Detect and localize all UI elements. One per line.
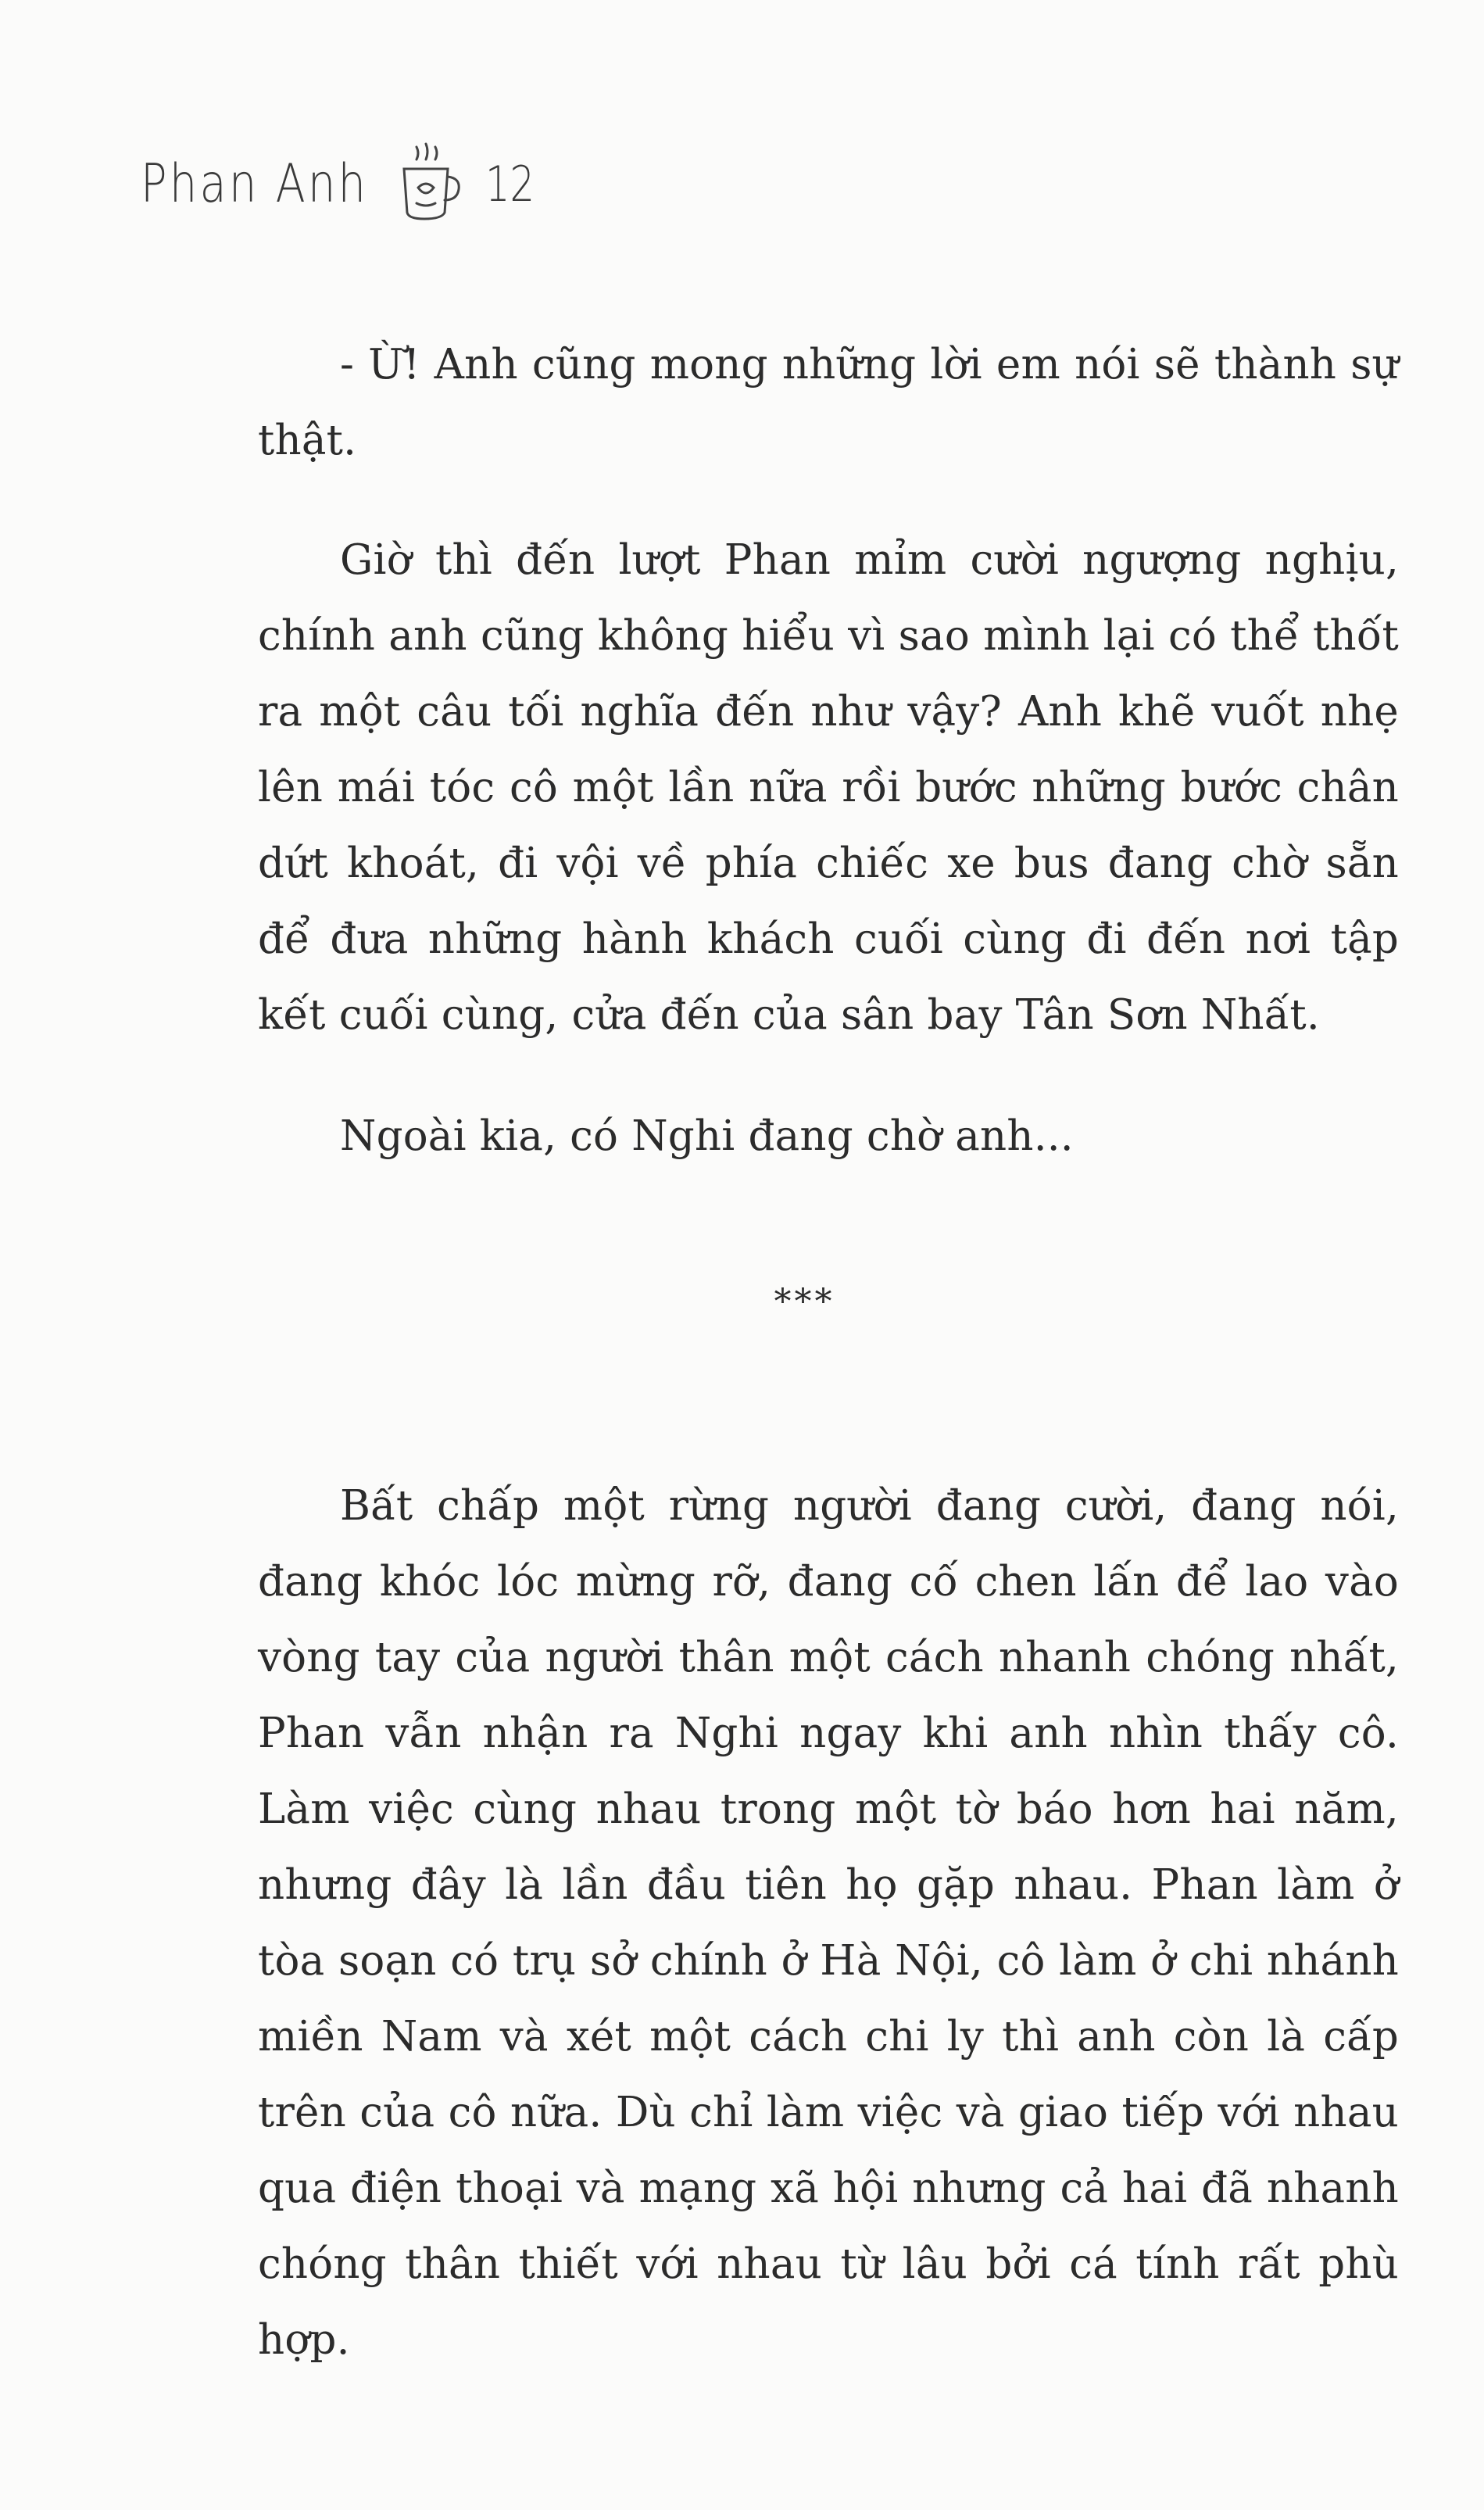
text-line: Ngoài kia, có Nghi đang chờ anh...: [340, 1112, 1074, 1160]
text-line: tay của người thân một cách nhanh chóng nhất, Phan: [258, 1634, 1399, 1757]
page-number: 12: [485, 155, 535, 213]
text-line: dứt khoát, đi vội về phía chiếc xe bus đang chờ sẵn để: [258, 840, 1399, 963]
text-line: với nhau từ lâu bởi cá tính rất phù hợp.: [258, 2240, 1399, 2364]
page-header: [141, 133, 547, 235]
text-line: Bất chấp một rừng người đang cười, đang nói, đang: [258, 1482, 1399, 1606]
text-line: chính anh cũng không hiểu vì sao mình lại có thể thốt: [258, 612, 1399, 660]
author-name: Phan Anh: [141, 152, 369, 215]
text-line: trụ sở chính ở Hà Nội, cô làm ở chi nhánh miền Nam và: [258, 1937, 1399, 2061]
section-divider: ***: [774, 1282, 835, 1322]
paragraph-2: [258, 522, 1399, 1053]
text-line: ra một câu tối nghĩa đến như vậy? Anh khẽ vuốt nhẹ: [258, 688, 1399, 736]
text-line: cùng nhau trong một tờ báo hơn hai năm, nhưng đây: [258, 1785, 1399, 1909]
text-line: Giờ thì đến lượt Phan mỉm cười ngượng nghịu,: [340, 536, 1399, 584]
paragraph-3: [258, 1098, 1399, 1174]
text-line: - Ừ! Anh cũng mong những lời em nói sẽ thành: [340, 341, 1337, 388]
text-line: là lần đầu tiên họ gặp nhau. Phan làm ở tòa soạn có: [258, 1861, 1399, 1985]
text-line: Dù chỉ làm việc và giao tiếp với nhau qua điện thoại và: [258, 2089, 1399, 2212]
text-line: lên mái tóc cô một lần nữa rồi bước những bước chân: [258, 764, 1399, 811]
paragraph-4: [258, 1468, 1399, 2378]
text-line: xét một cách chi ly thì anh còn là cấp trên của cô nữa.: [258, 2013, 1399, 2136]
text-line: đưa những hành khách cuối cùng đi đến nơi tập kết: [258, 915, 1399, 1039]
text-line: sự thật.: [258, 341, 1399, 464]
coffee-cup-icon: [393, 141, 463, 227]
text-line: cuối cùng, cửa đến của sân bay Tân Sơn Nhất.: [338, 991, 1320, 1039]
paragraph-1: [258, 327, 1399, 478]
text-line: mạng xã hội nhưng cả hai đã nhanh chóng thân thiết: [258, 2164, 1399, 2288]
text-line: khóc lóc mừng rỡ, đang cố chen lấn để lao vào vòng: [258, 1558, 1399, 1681]
text-line: vẫn nhận ra Nghi ngay khi anh nhìn thấy cô. Làm việc: [258, 1710, 1399, 1833]
